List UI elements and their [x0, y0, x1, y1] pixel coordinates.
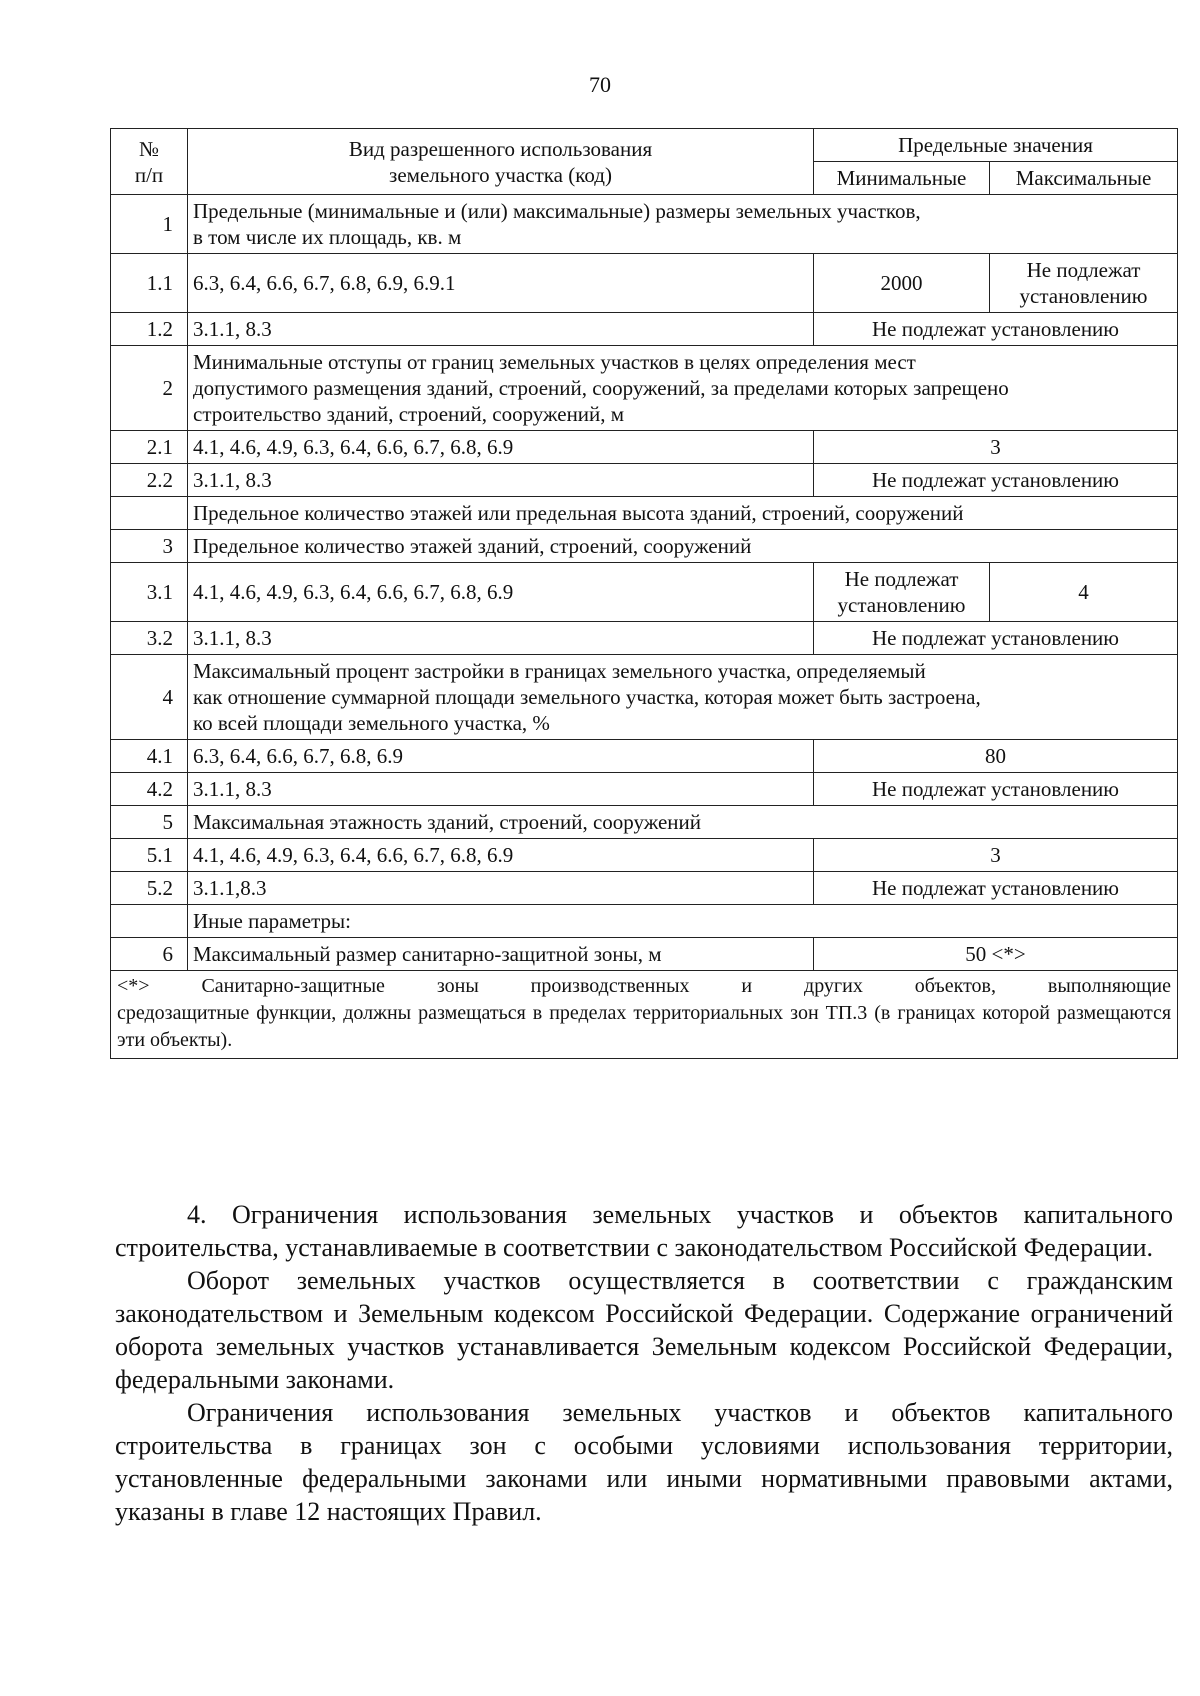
row-number: 6	[111, 938, 188, 971]
row-number	[111, 497, 188, 530]
limit-value: Не подлежат установлению	[814, 464, 1178, 497]
row-number: 4.2	[111, 773, 188, 806]
section-title: Предельные (минимальные и (или) максимальные) размеры земельных участков, в том числе их площадь, кв. м	[188, 195, 1178, 254]
limit-value: 3	[814, 839, 1178, 872]
limit-value: 50 <*>	[814, 938, 1178, 971]
usage-codes: Максимальный размер санитарно-защитной зоны, м	[188, 938, 814, 971]
row-number: 5	[111, 806, 188, 839]
table-header-row	[111, 129, 1178, 162]
table-row	[111, 622, 1178, 655]
table-row	[111, 195, 1178, 254]
table-row	[111, 254, 1178, 313]
table-row	[111, 740, 1178, 773]
footnote-first-line: <*> Санитарно-защитные зоны производственных и других объектов, выполняющие	[117, 975, 1172, 997]
max-value: Не подлежат установлению	[990, 254, 1178, 313]
footnote-rest: средозащитные функции, должны размещаться в пределах территориальных зон ТП.3 (в границах которой размещаются эти объекты).	[117, 1002, 1172, 1051]
section-title: Иные параметры:	[188, 905, 1178, 938]
limit-value: Не подлежат установлению	[814, 622, 1178, 655]
limit-value: 80	[814, 740, 1178, 773]
row-number: 2.2	[111, 464, 188, 497]
min-value: Не подлежат установлению	[814, 563, 990, 622]
row-number	[111, 905, 188, 938]
table-row	[111, 497, 1178, 530]
table-row	[111, 938, 1178, 971]
section-title: Предельное количество этажей зданий, строений, сооружений	[188, 530, 1178, 563]
row-number: 4.1	[111, 740, 188, 773]
page-number: 70	[589, 72, 611, 97]
table-row	[111, 839, 1178, 872]
table-row	[111, 905, 1178, 938]
header-limits: Предельные значения	[814, 129, 1178, 162]
usage-codes: 6.3, 6.4, 6.6, 6.7, 6.8, 6.9	[188, 740, 814, 773]
row-number: 5.1	[111, 839, 188, 872]
usage-codes: 3.1.1, 8.3	[188, 773, 814, 806]
table-row	[111, 872, 1178, 905]
usage-codes: 4.1, 4.6, 4.9, 6.3, 6.4, 6.6, 6.7, 6.8, 6.9	[188, 839, 814, 872]
table-row	[111, 464, 1178, 497]
table-row	[111, 563, 1178, 622]
row-number: 5.2	[111, 872, 188, 905]
row-number: 4	[111, 655, 188, 740]
usage-codes: 3.1.1, 8.3	[188, 313, 814, 346]
row-number: 1.2	[111, 313, 188, 346]
row-number: 1.1	[111, 254, 188, 313]
section-title: Предельное количество этажей или предельная высота зданий, строений, сооружений	[188, 497, 1178, 530]
usage-codes: 3.1.1, 8.3	[188, 464, 814, 497]
row-number: 3.2	[111, 622, 188, 655]
table-row	[111, 346, 1178, 431]
row-number: 1	[111, 195, 188, 254]
table-row	[111, 431, 1178, 464]
section-title: Максимальная этажность зданий, строений, сооружений	[188, 806, 1178, 839]
section-title: Минимальные отступы от границ земельных участков в целях определения мест допустимого размещения зданий, строений, сооружений, за пределами которых запрещено строительство зданий, строений, сооружений, м	[188, 346, 1178, 431]
limits-table	[110, 128, 1178, 1059]
paragraph: Ограничения использования земельных участков и объектов капитального строительства в границах зон с особыми условиями использования территории, установленные федеральными законами или иными нормативными правовыми актами, указаны в главе 12 настоящих Правил.	[115, 1398, 1173, 1526]
limit-value: Не подлежат установлению	[814, 872, 1178, 905]
max-value: 4	[990, 563, 1178, 622]
limit-value: Не подлежат установлению	[814, 773, 1178, 806]
table-row	[111, 313, 1178, 346]
header-kind: Вид разрешенного использования земельного участка (код)	[188, 129, 814, 195]
usage-codes: 6.3, 6.4, 6.6, 6.7, 6.8, 6.9, 6.9.1	[188, 254, 814, 313]
usage-codes: 3.1.1, 8.3	[188, 622, 814, 655]
row-number: 3.1	[111, 563, 188, 622]
table-row	[111, 806, 1178, 839]
table-row	[111, 655, 1178, 740]
usage-codes: 4.1, 4.6, 4.9, 6.3, 6.4, 6.6, 6.7, 6.8, 6.9	[188, 563, 814, 622]
usage-codes: 3.1.1,8.3	[188, 872, 814, 905]
table-row	[111, 530, 1178, 563]
paragraph: 4. Ограничения использования земельных участков и объектов капитального строительства, устанавливаемые в соответствии с законодательством Российской Федерации.	[115, 1200, 1173, 1262]
row-number: 3	[111, 530, 188, 563]
header-max: Максимальные	[990, 162, 1178, 195]
section-title: Максимальный процент застройки в границах земельного участка, определяемый как отношение суммарной площади земельного участка, которая может быть застроена, ко всей площади земельного участка, %	[188, 655, 1178, 740]
min-value: 2000	[814, 254, 990, 313]
header-num: № п/п	[111, 129, 188, 195]
limit-value: Не подлежат установлению	[814, 313, 1178, 346]
table-row	[111, 773, 1178, 806]
row-number: 2	[111, 346, 188, 431]
usage-codes: 4.1, 4.6, 4.9, 6.3, 6.4, 6.6, 6.7, 6.8, 6.9	[188, 431, 814, 464]
body-text	[115, 1198, 1173, 1528]
footnote	[111, 971, 1178, 1059]
row-number: 2.1	[111, 431, 188, 464]
footnote-row	[111, 971, 1178, 1059]
header-min: Минимальные	[814, 162, 990, 195]
paragraph: Оборот земельных участков осуществляется в соответствии с гражданским законодательством и Земельным кодексом Российской Федерации. Содержание ограничений оборота земельных участков устанавливается Земельным кодексом Российской Федерации, федеральными законами.	[115, 1266, 1173, 1394]
limit-value: 3	[814, 431, 1178, 464]
